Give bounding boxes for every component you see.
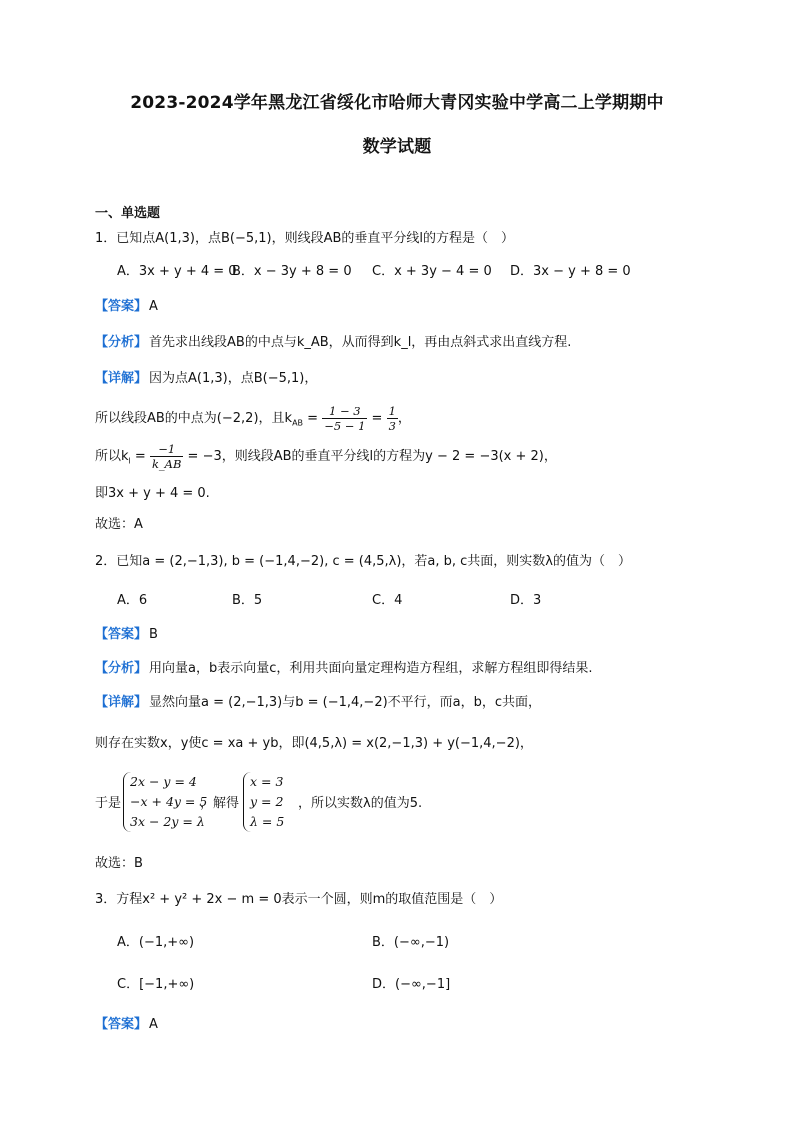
- q1-option-b: B．x − 3y + 8 = 0: [232, 264, 352, 279]
- fraction-denominator: k_AB: [151, 457, 182, 471]
- detail-tag: 【详解】: [95, 371, 148, 386]
- q1-detail-3-text: 所以k: [95, 449, 129, 464]
- q1-detail-3-sub: l: [128, 456, 131, 466]
- fraction-denominator: 3: [388, 419, 396, 433]
- answer-tag: 【答案】: [95, 1017, 148, 1032]
- q2-analysis-text: 用向量a，b表示向量c，利用共面向量定理构造方程组，求解方程组即得结果.: [149, 661, 593, 676]
- system-row: −x + 4y = 5: [130, 794, 208, 809]
- q1-detail-3-rest: = −3，则线段AB的垂直平分线l的方程为y − 2 = −3(x + 2)，: [183, 449, 557, 464]
- q2-answer-value: B: [149, 627, 158, 642]
- q2-option-b: B．5: [232, 593, 263, 608]
- q3-option-c: C．[−1,+∞): [117, 977, 195, 992]
- q1-detail-3: 所以$k_l$ = $\frac{-1}{k\_AB}$ = −3，则线段AB的垂直平分线l的方程为y − 2 = −3(x + 2)，: [95, 442, 557, 471]
- q1-option-a: A．3x + y + 4 = 0: [117, 264, 237, 279]
- q2-detail-3a: 于是: [95, 796, 122, 811]
- system-row: 2x − y = 4: [130, 774, 197, 789]
- q2-option-d: D．3: [510, 593, 542, 608]
- q2-detail-1: [95, 694, 541, 712]
- q3-answer: [95, 1016, 158, 1034]
- q2-system-solution: [243, 772, 284, 832]
- q3-option-b: B．(−∞,−1): [372, 935, 450, 950]
- page-subtitle: 数学试题: [362, 137, 432, 157]
- q1-detail-4: 即3x + y + 4 = 0.: [95, 486, 210, 501]
- q2-option-c: C．4: [372, 593, 403, 608]
- fraction-denominator: −5 − 1: [324, 419, 366, 433]
- answer-tag: 【答案】: [95, 627, 148, 642]
- q1-detail-2-text: 所以线段AB的中点为(−2,2)，且k: [95, 411, 293, 426]
- q1-detail-2-eq: =: [303, 411, 323, 426]
- system-row: 3x − 2y = λ: [130, 814, 205, 829]
- q1-option-c: C．x + 3y − 4 = 0: [372, 264, 492, 279]
- section-heading: 一、单选题: [95, 206, 161, 221]
- detail-tag: 【详解】: [95, 695, 148, 710]
- q2-option-a: A．6: [117, 593, 148, 608]
- q1-fraction-perp: [150, 442, 183, 471]
- fraction-numerator: 1: [388, 404, 396, 418]
- q1-stem: 1．已知点A(1,3)，点B(−5,1)，则线段AB的垂直平分线l的方程是（ ）: [95, 231, 515, 246]
- q1-fraction-slope: [322, 404, 367, 433]
- page-title: 2023-2024学年黑龙江省绥化市哈师大青冈实验中学高二上学期期中: [130, 93, 664, 113]
- q2-detail-3b: ，解得: [200, 796, 240, 811]
- answer-tag: 【答案】: [95, 299, 148, 314]
- q2-detail-2: 则存在实数x，y使c = xa + yb，即(4,5,λ) = x(2,−1,3) + y(−1,4,−2)，: [95, 736, 533, 751]
- q2-detail-1-text: 显然向量a = (2,−1,3)与b = (−1,4,−2)不平行，而a，b，c共面，: [149, 695, 542, 710]
- q1-answer-value: A: [149, 299, 158, 314]
- q1-answer: [95, 298, 158, 316]
- q2-detail-3c: ，所以实数λ的值为5.: [298, 796, 423, 811]
- fraction-numerator: 1 − 3: [322, 404, 367, 419]
- q1-choose: 故选：A: [95, 517, 143, 532]
- fraction-numerator: −1: [150, 442, 183, 457]
- q3-option-a: A．(−1,+∞): [117, 935, 195, 950]
- q1-fraction-result: [387, 404, 398, 433]
- q3-answer-value: A: [149, 1017, 158, 1032]
- analysis-tag: 【分析】: [95, 335, 148, 350]
- q1-analysis: [95, 334, 571, 352]
- q1-option-d: D．3x − y + 8 = 0: [510, 264, 631, 279]
- q2-answer: [95, 626, 158, 644]
- q2-stem: 2．已知a = (2,−1,3), b = (−1,4,−2), c = (4,5,λ)，若a, b, c共面，则实数λ的值为（ ）: [95, 554, 631, 569]
- q1-detail-2-sub: AB: [292, 418, 304, 428]
- q3-stem: 3．方程x² + y² + 2x − m = 0表示一个圆，则m的取值范围是（ ）: [95, 892, 503, 907]
- analysis-tag: 【分析】: [95, 661, 148, 676]
- q1-detail-1-text: 因为点A(1,3)，点B(−5,1)，: [149, 371, 318, 386]
- q1-analysis-text: 首先求出线段AB的中点与k_AB，从而得到k_l，再由点斜式求出直线方程.: [149, 335, 572, 350]
- q1-detail-1: [95, 370, 317, 388]
- system-row: λ = 5: [250, 814, 285, 829]
- q3-option-d: D．(−∞,−1]: [372, 977, 451, 992]
- q2-choose: 故选：B: [95, 856, 143, 871]
- system-row: x = 3: [250, 774, 284, 789]
- q2-analysis: [95, 660, 593, 678]
- system-row: y = 2: [250, 794, 284, 809]
- q1-detail-2: 所以线段AB的中点为(−2,2)，且$k_{AB}$ = $\frac{1 - 3}{-5 - 1}$ = $\frac{1}{3}$ ，: [95, 404, 411, 433]
- q2-system-equations: [123, 772, 207, 832]
